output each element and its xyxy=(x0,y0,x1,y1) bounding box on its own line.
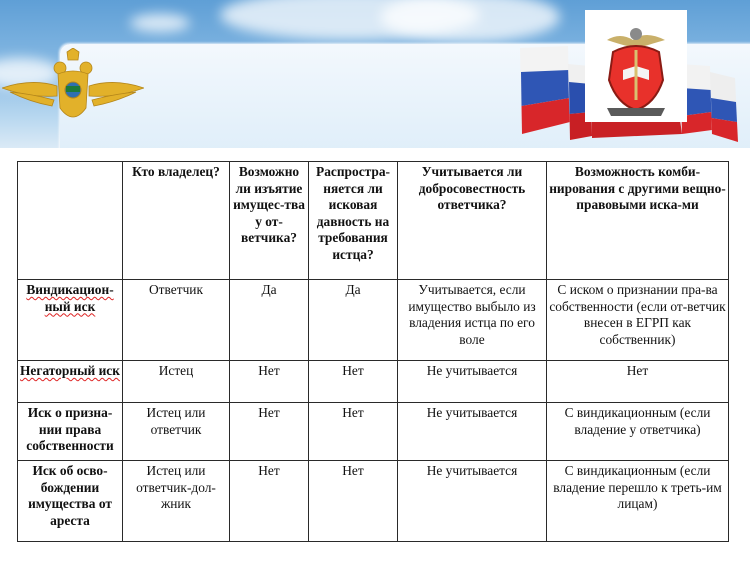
cell-good-faith: Не учитывается xyxy=(398,361,547,403)
cell-good-faith: Не учитывается xyxy=(398,461,547,542)
cell-combination: С виндикационным (если владение перешло к треть-им лицам) xyxy=(547,461,729,542)
cell-seizure: Нет xyxy=(230,361,309,403)
table-row xyxy=(18,280,729,361)
cell-seizure: Нет xyxy=(230,461,309,542)
cell-combination: С виндикационным (если владение у ответчика) xyxy=(547,403,729,461)
cell-owner: Истец или ответчик xyxy=(123,403,230,461)
cell-limitation: Нет xyxy=(309,461,398,542)
header-limitation: Распростра-няется ли исковая давность на требования истца? xyxy=(309,162,398,280)
row-claim-name: Иск об осво-бождении имущества от ареста xyxy=(18,461,123,542)
table-header-row xyxy=(18,162,729,280)
row-claim-name: Негаторный иск xyxy=(18,361,123,403)
cell-good-faith: Учитывается, если имущество выбыло из владения истца по его воле xyxy=(398,280,547,361)
cell-limitation: Нет xyxy=(309,403,398,461)
cell-owner: Истец xyxy=(123,361,230,403)
header-seizure: Возможно ли изъятие имущес-тва у от-ветчика? xyxy=(230,162,309,280)
header-banner xyxy=(0,0,750,148)
table-row xyxy=(18,461,729,542)
academy-emblem xyxy=(585,10,687,122)
cell-owner: Истец или ответчик-дол-жник xyxy=(123,461,230,542)
claims-comparison-table xyxy=(17,161,728,542)
cell-seizure: Нет xyxy=(230,403,309,461)
cloud xyxy=(130,14,190,32)
header-owner: Кто владелец? xyxy=(123,162,230,280)
header-combination: Возможность комби-нирования с другими вещно-правовыми иска-ми xyxy=(547,162,729,280)
cell-limitation: Да xyxy=(309,280,398,361)
table-row xyxy=(18,361,729,403)
header-good-faith: Учитывается ли добросовестность ответчика? xyxy=(398,162,547,280)
table-row xyxy=(18,403,729,461)
cell-combination: Нет xyxy=(547,361,729,403)
cell-limitation: Нет xyxy=(309,361,398,403)
cell-owner: Ответчик xyxy=(123,280,230,361)
eagle-emblem-icon xyxy=(2,48,144,130)
shield-emblem-icon xyxy=(585,10,687,122)
header-empty xyxy=(18,162,123,280)
row-claim-name: Иск о призна-нии права собственности xyxy=(18,403,123,461)
cell-good-faith: Не учитывается xyxy=(398,403,547,461)
row-claim-name: Виндикацион-ный иск xyxy=(18,280,123,361)
cell-seizure: Да xyxy=(230,280,309,361)
cell-combination: С иском о признании пра-ва собственности (если от-ветчик внесен в ЕГРП как собственник) xyxy=(547,280,729,361)
